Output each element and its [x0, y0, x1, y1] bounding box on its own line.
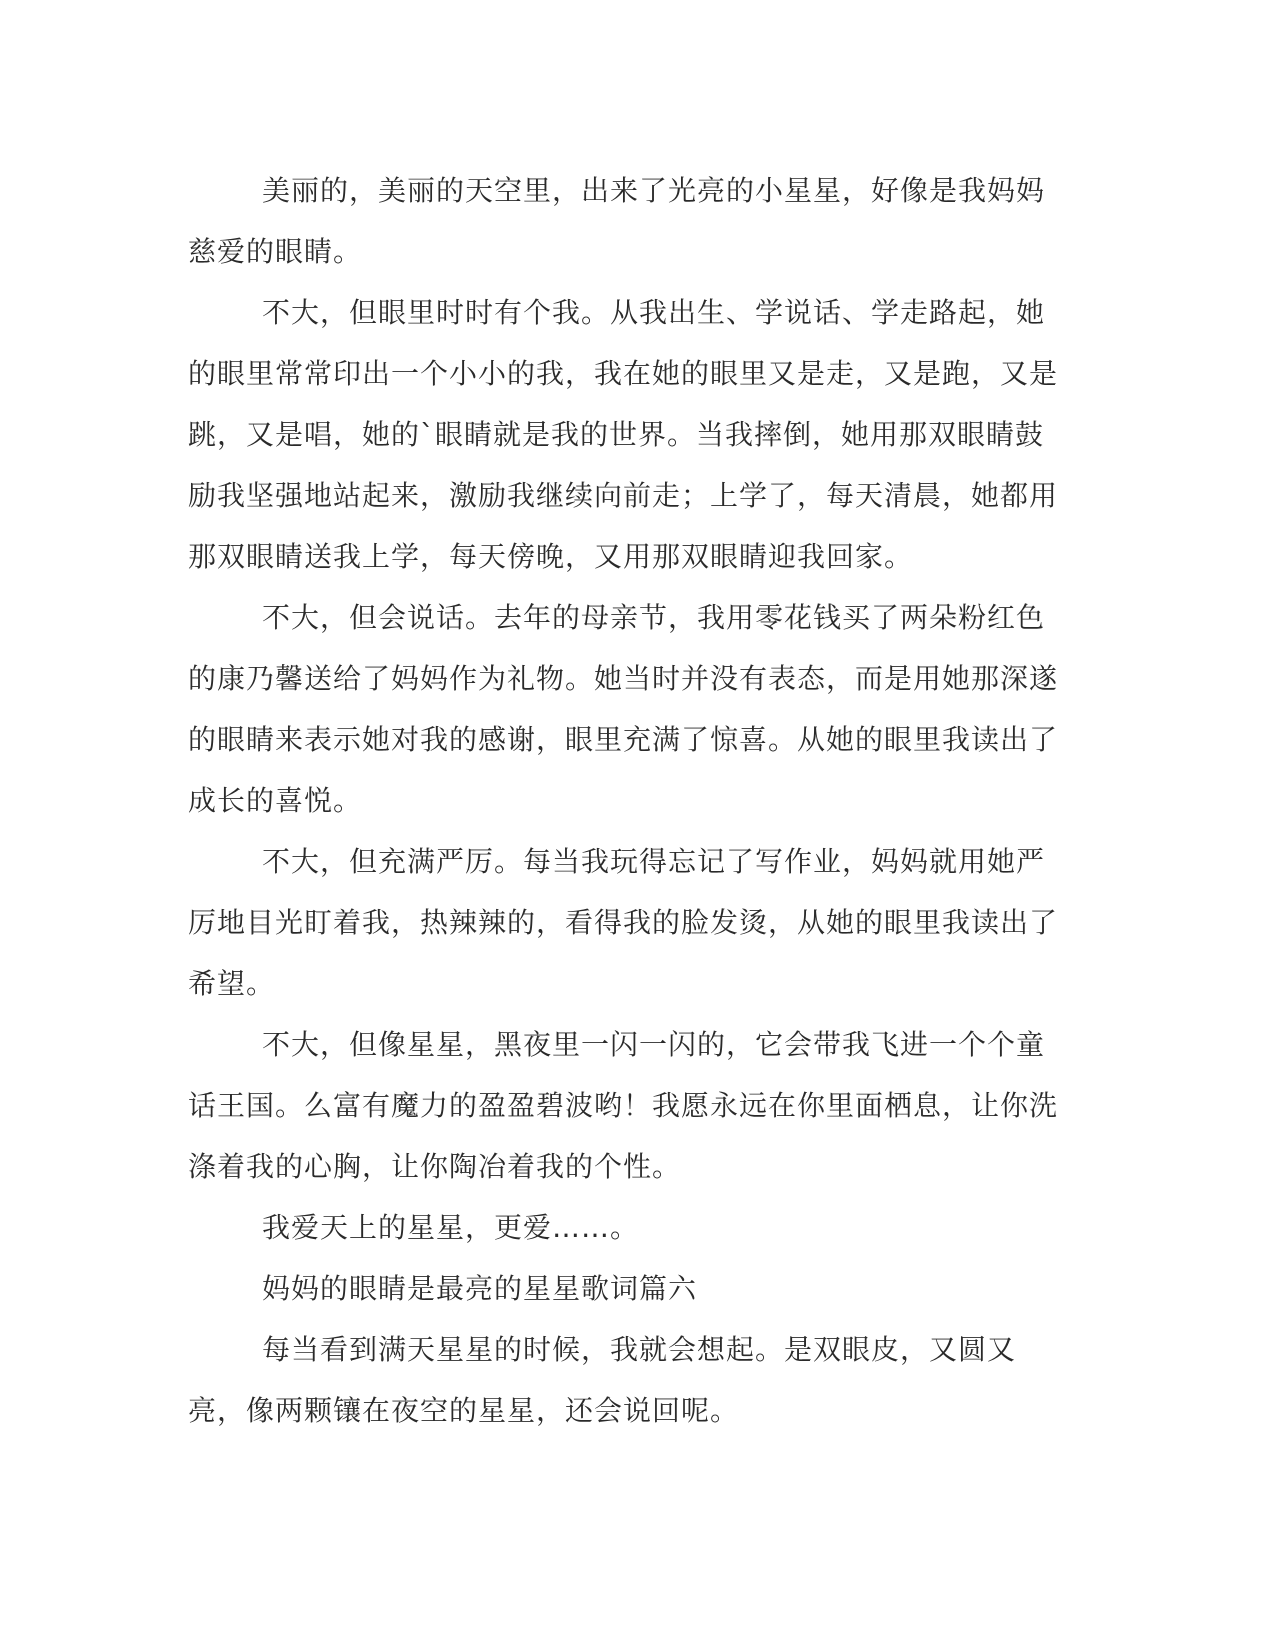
paragraph-2: 不大，但眼里时时有个我。从我出生、学说话、学走路起，她的眼里常常印出一个小小的我，我在她的眼里又是走，又是跑，又是跳，又是唱，她的`眼睛就是我的世界。当我摔倒，她用那双眼睛鼓励我坚强地站起来，激励我继续向前走；上学了，每天清晨，她都用那双眼睛送我上学，每天傍晚，又用那双眼睛迎我回家。	[188, 296, 1059, 573]
paragraph-4: 不大，但充满严厉。每当我玩得忘记了写作业，妈妈就用她严厉地目光盯着我，热辣辣的，看得我的脸发烫，从她的眼里我读出了希望。	[188, 845, 1059, 1000]
paragraph-6: 我爱天上的星星，更爱……。	[262, 1211, 640, 1244]
paragraph-3: 不大，但会说话。去年的母亲节，我用零花钱买了两朵粉红色的康乃馨送给了妈妈作为礼物。她当时并没有表态，而是用她那深遂的眼睛来表示她对我的感谢，眼里充满了惊喜。从她的眼里我读出了成长的喜悦。	[188, 601, 1059, 817]
paragraph-7: 每当看到满天星星的时候，我就会想起。是双眼皮，又圆又亮，像两颗镶在夜空的星星，还会说回呢。	[188, 1333, 1017, 1427]
paragraph-5: 不大，但像星星，黑夜里一闪一闪的，它会带我飞进一个个童话王国。么富有魔力的盈盈碧波哟！我愿永远在你里面栖息，让你洗涤着我的心胸，让你陶冶着我的个性。	[188, 1028, 1059, 1183]
section-heading: 妈妈的眼睛是最亮的星星歌词篇六	[262, 1272, 698, 1305]
paragraph-1: 美丽的，美丽的天空里，出来了光亮的小星星，好像是我妈妈慈爱的眼睛。	[188, 174, 1046, 268]
document-body	[188, 160, 1068, 1441]
